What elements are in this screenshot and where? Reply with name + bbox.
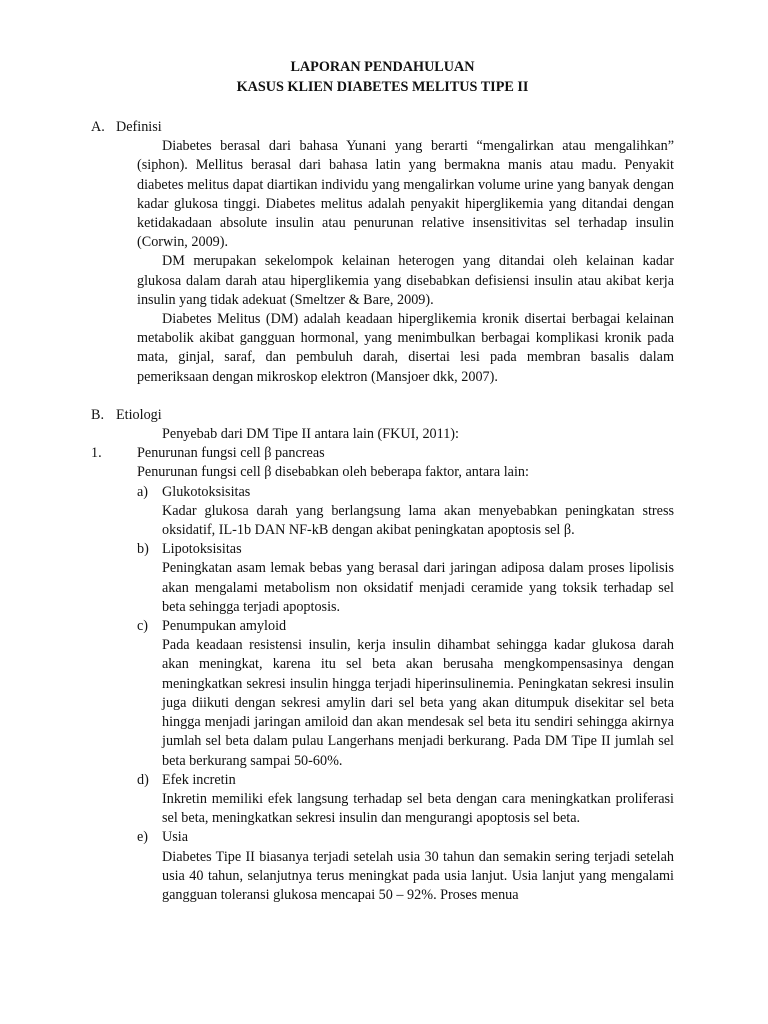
factor-a-text: Kadar glukosa darah yang berlangsung lama akan menyebabkan peningkatan stress oksidatif, IL-1b DAN NF-kB dengan akibat peningkatan apoptosis sel β. [162,502,674,539]
factor-a-marker: a) [137,483,149,500]
section-a-heading [91,118,674,137]
factor-b [137,540,674,559]
factor-e [137,828,674,847]
cause-item-1-label: Penurunan fungsi cell β pancreas [137,445,325,462]
section-b-title: Etiologi [116,406,162,423]
etiology-intro: Penyebab dari DM Tipe II antara lain (FKUI, 2011): [162,426,459,443]
factor-b-text: Peningkatan asam lemak bebas yang berasal dari jaringan adiposa dalam proses lipolisis akan mengalami metabolism non oksidatif menjadi ceramide yang toksik terhadap sel beta sehingga terjadi apoptosis. [162,560,674,615]
factor-c-label: Penumpukan amyloid [162,618,287,635]
factor-b-label: Lipotoksisitas [162,541,242,558]
factor-b-marker: b) [137,541,149,558]
definition-paragraph-2: DM merupakan sekelompok kelainan heterogen yang ditandai oleh kelainan kadar glukosa dalam darah atau hiperglikemia yang disebabkan defisiensi insulin atau akibat kerja insulin yang tidak adekuat (Smeltzer & Bare, 2009). [137,253,674,308]
factor-e-text: Diabetes Tipe II biasanya terjadi setelah usia 30 tahun dan semakin sering terjadi setelah usia 40 tahun, selanjutnya terus meningkat pada usia lanjut. Usia lanjut yang mengalami gangguan toleransi glukosa mencapai 50 – 92%. Proses menua [162,848,674,903]
factor-a-label: Glukotoksisitas [162,483,251,500]
factor-d-marker: d) [137,771,149,788]
title-line-1: LAPORAN PENDAHULUAN [290,59,475,75]
factor-c-text: Pada keadaan resistensi insulin, kerja insulin dihambat sehingga kadar glukosa darah akan meningkat, karena itu sel beta akan berusaha mengkompensasinya dengan meningkatkan sekresi insulin hingga terjadi hiperinsulinemia. Peningkatan sekresi insulin juga diikuti dengan sekresi amylin dari sel beta yang akan ditumpuk disekitar sel beta hingga menjadi jaringan amiloid dan akan mendesak sel beta itu sendiri sehingga akirnya jumlah sel beta dalam pulau Langerhans menjadi berkurang. Pada DM Tipe II jumlah sel beta berkurang sampai 50-60%. [162,637,674,769]
definition-paragraph-1: Diabetes berasal dari bahasa Yunani yang berarti “mengalirkan atau mengalihkan” (siphon). Mellitus berasal dari bahasa latin yang bermakna manis atau madu. Penyakit diabetes melitus dapat diartikan individu yang mengalirkan volume urine yang banyak dengan kadar glukosa tinggi. Diabetes melitus adalah penyakit hiperglikemia yang ditandai dengan ketidakadaan absolute insulin atau penurunan relative insensitivitas sel terhadap insulin (Corwin, 2009). [137,138,674,251]
factor-d [137,771,674,790]
title-line-2: KASUS KLIEN DIABETES MELITUS TIPE II [236,78,529,95]
factor-c [137,617,674,636]
section-a-title: Definisi [116,119,162,135]
factor-a [137,483,674,502]
section-spacer [91,387,674,406]
cause-item-1-lead: Penurunan fungsi cell β disebabkan oleh beberapa faktor, antara lain: [137,464,529,481]
factor-c-marker: c) [137,618,149,635]
definition-paragraph-3: Diabetes Melitus (DM) adalah keadaan hiperglikemia kronik disertai berbagai kelainan metabolik akibat gangguan hormonal, yang menimbulkan berbagai komplikasi kronik pada mata, ginjal, saraf, dan pembuluh darah, disertai lesi pada membran basalis dalam pemeriksaan dengan mikroskop elektron (Mansjoer dkk, 2007). [137,311,674,385]
factor-e-label: Usia [162,829,189,846]
document-title [91,58,674,97]
cause-item-1-marker: 1. [91,445,102,462]
section-b-marker: B. [91,406,105,423]
cause-item-1 [91,444,674,463]
factor-d-label: Efek incretin [162,771,236,788]
section-a-marker: A. [91,119,105,135]
section-b-heading [91,406,674,425]
factor-d-text: Inkretin memiliki efek langsung terhadap sel beta dengan cara meningkatkan proliferasi sel beta, meningkatkan sekresi insulin dan mengurangi apoptosis sel beta. [162,790,674,827]
factor-e-marker: e) [137,829,149,846]
factor-list [91,483,674,905]
